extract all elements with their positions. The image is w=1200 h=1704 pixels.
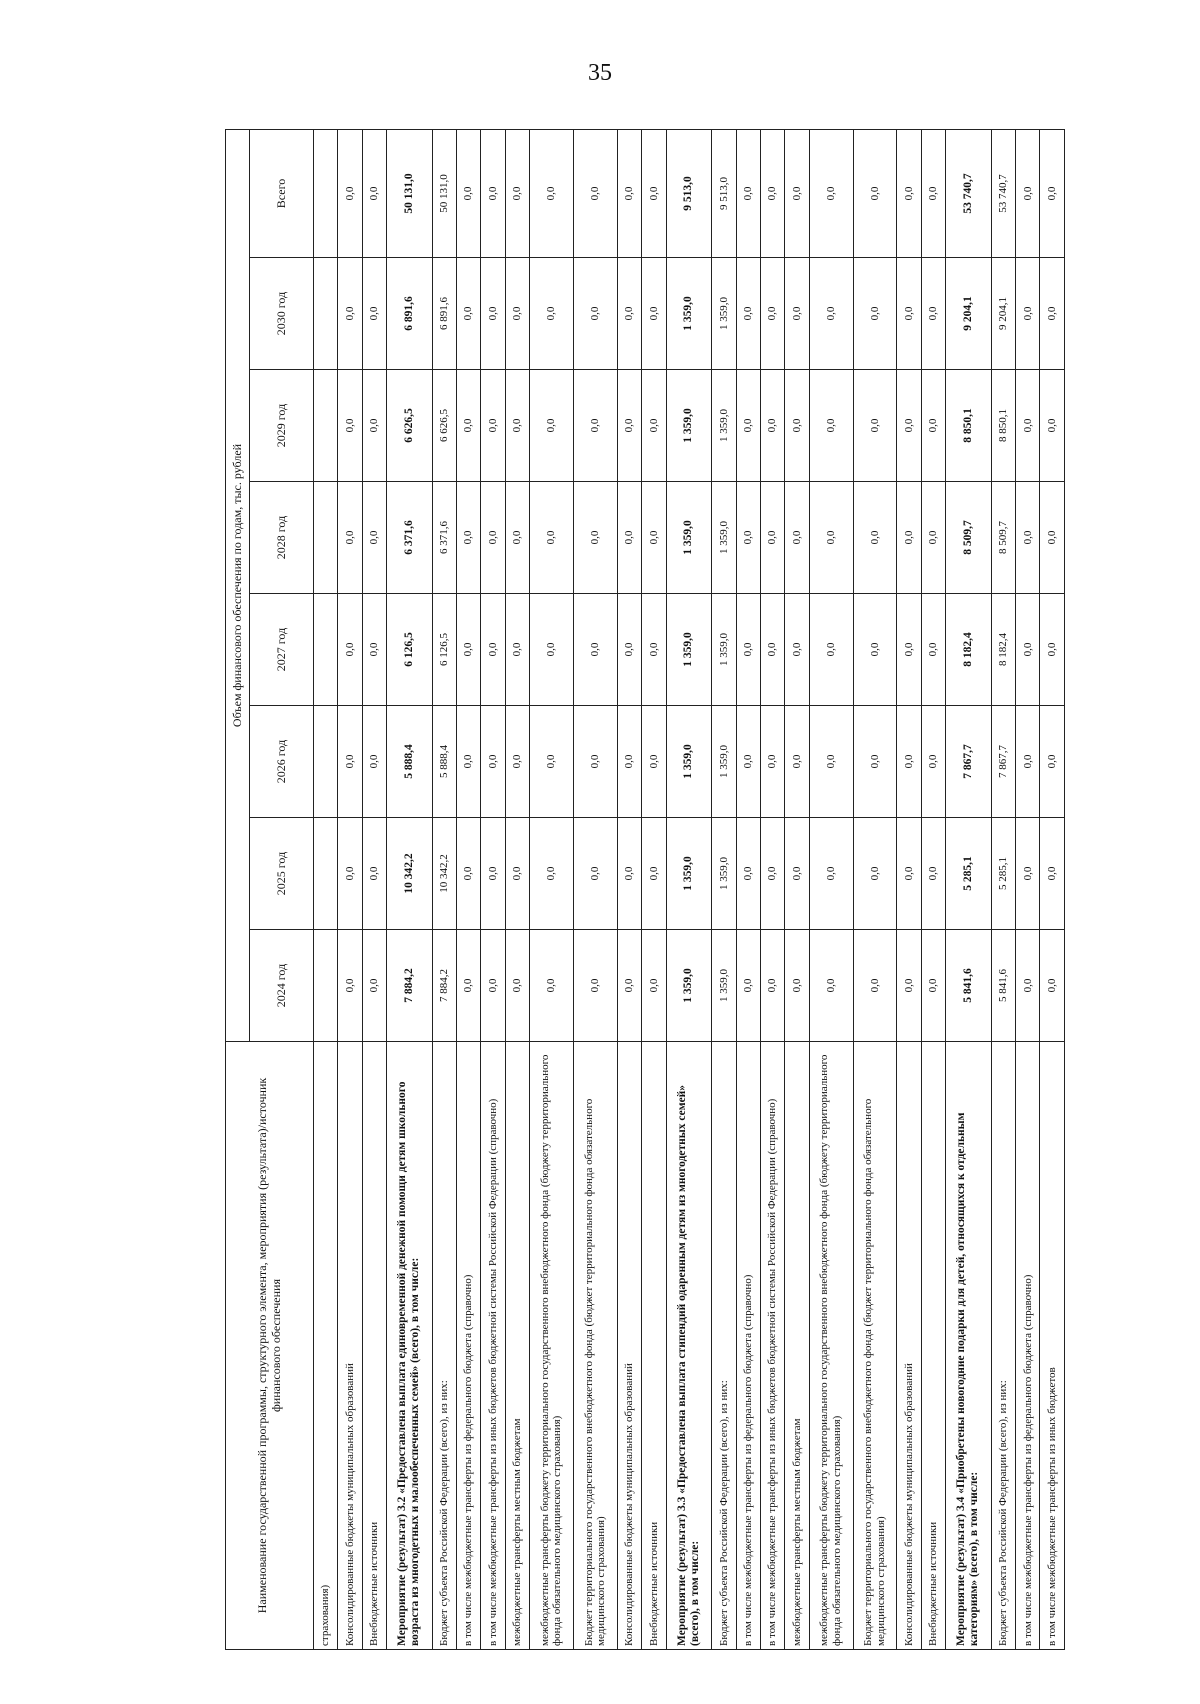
row-value: 0,0	[573, 594, 617, 706]
row-value: 0,0	[760, 594, 784, 706]
row-value: 0,0	[921, 258, 945, 370]
row-value: 0,0	[1040, 818, 1065, 930]
row-value: 0,0	[573, 370, 617, 482]
row-value: 0,0	[457, 930, 481, 1042]
row-value: 0,0	[736, 129, 760, 257]
row-value: 0,0	[1016, 930, 1040, 1042]
table-row	[386, 129, 432, 1649]
row-value: 8 182,4	[991, 594, 1015, 706]
row-value: 7 884,2	[386, 930, 432, 1042]
row-value: 53 740,7	[946, 129, 992, 257]
table-row	[760, 129, 784, 1649]
row-value: 0,0	[457, 818, 481, 930]
table-row	[338, 129, 362, 1649]
row-value: 0,0	[736, 706, 760, 818]
row-label: в том числе межбюджетные трансферты из федерального бюджета (справочно)	[457, 1042, 481, 1650]
row-label: Бюджет территориального государственного внебюджетного фонда (бюджет территориального фонда обязательного медицинского страхования)	[853, 1042, 897, 1650]
row-value: 0,0	[809, 370, 853, 482]
row-value: 0,0	[529, 129, 573, 257]
header-year-1: 2025 год	[250, 818, 314, 930]
row-value: 0,0	[362, 930, 386, 1042]
row-value: 0,0	[457, 482, 481, 594]
row-value: 10 342,2	[386, 818, 432, 930]
row-value: 0,0	[338, 818, 362, 930]
row-value: 0,0	[897, 258, 921, 370]
header-funding-group: Объем финансового обеспечения по годам, тыс. рублей	[226, 129, 250, 1041]
row-value: 0,0	[921, 129, 945, 257]
row-value: 10 342,2	[432, 818, 456, 930]
row-value: 0,0	[457, 706, 481, 818]
table-row	[529, 129, 573, 1649]
row-value: 0,0	[481, 594, 505, 706]
row-value: 0,0	[529, 258, 573, 370]
row-value: 0,0	[481, 818, 505, 930]
row-value: 0,0	[809, 706, 853, 818]
row-value: 0,0	[338, 482, 362, 594]
table-row	[921, 129, 945, 1649]
row-value: 0,0	[1016, 370, 1040, 482]
row-label: страхования)	[314, 1042, 338, 1650]
table-row	[1016, 129, 1040, 1649]
row-value: 0,0	[642, 258, 666, 370]
row-value: 0,0	[853, 258, 897, 370]
row-label: в том числе межбюджетные трансферты из иных бюджетов бюджетной системы Российской Федерации (справочно)	[760, 1042, 784, 1650]
row-value: 0,0	[760, 129, 784, 257]
row-value: 0,0	[853, 482, 897, 594]
row-value: 0,0	[1040, 594, 1065, 706]
row-value: 1 359,0	[666, 370, 712, 482]
row-label: Консолидированные бюджеты муниципальных образований	[338, 1042, 362, 1650]
header-year-5: 2029 год	[250, 370, 314, 482]
row-label: в том числе межбюджетные трансферты из иных бюджетов бюджетной системы Российской Федерации (справочно)	[481, 1042, 505, 1650]
page-number: 35	[588, 60, 612, 86]
row-value: 0,0	[921, 594, 945, 706]
row-value: 8 509,7	[991, 482, 1015, 594]
row-value: 0,0	[897, 482, 921, 594]
row-value: 1 359,0	[666, 930, 712, 1042]
row-value: 6 371,6	[432, 482, 456, 594]
row-value: 1 359,0	[666, 706, 712, 818]
table-row	[457, 129, 481, 1649]
row-value: 0,0	[362, 370, 386, 482]
row-value: 0,0	[785, 930, 809, 1042]
row-value: 0,0	[1040, 706, 1065, 818]
table-row	[712, 129, 736, 1649]
row-value: 0,0	[736, 930, 760, 1042]
row-value: 0,0	[1016, 818, 1040, 930]
row-value: 6 126,5	[432, 594, 456, 706]
row-label: в том числе межбюджетные трансферты из федерального бюджета (справочно)	[736, 1042, 760, 1650]
row-value: 0,0	[457, 370, 481, 482]
row-value	[314, 818, 338, 930]
row-value: 0,0	[1040, 258, 1065, 370]
row-label: в том числе межбюджетные трансферты из иных бюджетов	[1040, 1042, 1065, 1650]
row-value: 0,0	[1016, 706, 1040, 818]
row-value: 0,0	[481, 930, 505, 1042]
row-value: 6 891,6	[386, 258, 432, 370]
row-value: 5 841,6	[991, 930, 1015, 1042]
row-value: 0,0	[1016, 482, 1040, 594]
row-value: 0,0	[529, 370, 573, 482]
table-row	[617, 129, 641, 1649]
row-value: 5 888,4	[386, 706, 432, 818]
table-row	[642, 129, 666, 1649]
row-label: Консолидированные бюджеты муниципальных образований	[897, 1042, 921, 1650]
header-year-4: 2028 год	[250, 482, 314, 594]
row-label: в том числе межбюджетные трансферты из федерального бюджета (справочно)	[1016, 1042, 1040, 1650]
row-value: 0,0	[760, 258, 784, 370]
row-value: 0,0	[853, 370, 897, 482]
row-value: 0,0	[785, 482, 809, 594]
row-value: 0,0	[529, 930, 573, 1042]
row-value: 0,0	[529, 594, 573, 706]
row-value: 0,0	[809, 930, 853, 1042]
row-label: межбюджетные трансферты бюджету территориального государственного внебюджетного фонда (бюджету территориального фонда обязательного медицинского страхования)	[809, 1042, 853, 1650]
row-value: 0,0	[760, 930, 784, 1042]
row-value: 1 359,0	[666, 818, 712, 930]
row-value: 0,0	[362, 482, 386, 594]
rotated-table-container	[225, 130, 1065, 1650]
row-value: 0,0	[853, 818, 897, 930]
funding-table	[225, 129, 1065, 1650]
row-value: 0,0	[785, 818, 809, 930]
row-value: 0,0	[760, 706, 784, 818]
row-value: 5 841,6	[946, 930, 992, 1042]
header-name-column: Наименование государственной программы, структурного элемента, мероприятия (результата)/источник финансового обеспечения	[226, 1042, 314, 1650]
row-value: 0,0	[736, 370, 760, 482]
row-value: 0,0	[505, 129, 529, 257]
row-value: 0,0	[760, 370, 784, 482]
row-value: 0,0	[642, 818, 666, 930]
row-value: 0,0	[809, 482, 853, 594]
row-value: 9 204,1	[991, 258, 1015, 370]
row-value: 0,0	[505, 258, 529, 370]
row-value: 0,0	[760, 818, 784, 930]
row-value: 0,0	[481, 129, 505, 257]
row-value: 0,0	[529, 482, 573, 594]
row-value: 0,0	[1016, 594, 1040, 706]
row-value: 0,0	[481, 706, 505, 818]
row-value: 1 359,0	[712, 818, 736, 930]
row-value: 0,0	[853, 930, 897, 1042]
row-value: 0,0	[809, 818, 853, 930]
row-value: 0,0	[617, 370, 641, 482]
row-value: 8 509,7	[946, 482, 992, 594]
row-value: 0,0	[921, 706, 945, 818]
row-value: 0,0	[897, 930, 921, 1042]
row-value	[314, 258, 338, 370]
table-row	[1040, 129, 1065, 1649]
row-value: 0,0	[809, 594, 853, 706]
row-value: 7 867,7	[991, 706, 1015, 818]
row-value: 0,0	[809, 258, 853, 370]
row-value: 0,0	[362, 258, 386, 370]
row-value: 0,0	[481, 482, 505, 594]
row-label: межбюджетные трансферты местным бюджетам	[785, 1042, 809, 1650]
row-label: межбюджетные трансферты местным бюджетам	[505, 1042, 529, 1650]
row-value: 0,0	[760, 482, 784, 594]
row-label: Внебюджетные источники	[921, 1042, 945, 1650]
row-value: 5 285,1	[946, 818, 992, 930]
row-value: 0,0	[338, 129, 362, 257]
row-value: 0,0	[897, 594, 921, 706]
table-row	[736, 129, 760, 1649]
row-value: 0,0	[921, 818, 945, 930]
row-value: 9 513,0	[712, 129, 736, 257]
row-value: 1 359,0	[712, 258, 736, 370]
row-value: 0,0	[617, 706, 641, 818]
row-value: 0,0	[529, 818, 573, 930]
row-value: 0,0	[617, 258, 641, 370]
row-value: 1 359,0	[712, 930, 736, 1042]
row-value: 0,0	[362, 706, 386, 818]
row-value: 8 850,1	[991, 370, 1015, 482]
row-value: 0,0	[785, 706, 809, 818]
row-value: 53 740,7	[991, 129, 1015, 257]
row-value: 0,0	[785, 370, 809, 482]
row-value: 0,0	[573, 482, 617, 594]
row-value: 0,0	[505, 482, 529, 594]
table-row	[897, 129, 921, 1649]
row-value: 0,0	[785, 594, 809, 706]
row-value: 0,0	[642, 706, 666, 818]
row-value: 0,0	[642, 594, 666, 706]
row-value: 0,0	[736, 594, 760, 706]
row-value: 0,0	[573, 930, 617, 1042]
row-value: 0,0	[338, 370, 362, 482]
row-value: 1 359,0	[666, 258, 712, 370]
row-value: 0,0	[921, 930, 945, 1042]
row-value: 0,0	[1016, 258, 1040, 370]
row-value: 0,0	[1040, 482, 1065, 594]
row-value	[314, 129, 338, 257]
row-value: 6 626,5	[386, 370, 432, 482]
row-label: Консолидированные бюджеты муниципальных образований	[617, 1042, 641, 1650]
row-value: 1 359,0	[666, 482, 712, 594]
header-year-0: 2024 год	[250, 930, 314, 1042]
row-value: 0,0	[457, 129, 481, 257]
row-value: 50 131,0	[386, 129, 432, 257]
row-value: 0,0	[362, 594, 386, 706]
row-value	[314, 930, 338, 1042]
row-value: 6 891,6	[432, 258, 456, 370]
row-value	[314, 370, 338, 482]
row-value: 0,0	[736, 482, 760, 594]
row-value: 0,0	[897, 706, 921, 818]
row-value: 6 371,6	[386, 482, 432, 594]
header-year-3: 2027 год	[250, 594, 314, 706]
table-row	[809, 129, 853, 1649]
row-value: 7 867,7	[946, 706, 992, 818]
row-value: 9 204,1	[946, 258, 992, 370]
row-label: Мероприятие (результат) 3.3 «Предоставлена выплата стипендий одаренным детям из многодетных семей» (всего), в том числе:	[666, 1042, 712, 1650]
row-value: 0,0	[785, 258, 809, 370]
row-value: 0,0	[362, 818, 386, 930]
row-value: 0,0	[736, 258, 760, 370]
row-value	[314, 594, 338, 706]
row-label: Бюджет территориального государственного внебюджетного фонда (бюджет территориального фонда обязательного медицинского страхования)	[573, 1042, 617, 1650]
row-value: 8 850,1	[946, 370, 992, 482]
header-year-7: Всего	[250, 129, 314, 257]
row-value: 0,0	[573, 129, 617, 257]
table-row	[505, 129, 529, 1649]
row-value: 8 182,4	[946, 594, 992, 706]
row-value: 0,0	[457, 258, 481, 370]
row-value	[314, 706, 338, 818]
row-value: 0,0	[505, 930, 529, 1042]
row-value: 0,0	[338, 594, 362, 706]
row-value: 0,0	[853, 594, 897, 706]
row-value: 0,0	[338, 930, 362, 1042]
row-value: 0,0	[921, 370, 945, 482]
row-value: 0,0	[505, 818, 529, 930]
row-value: 0,0	[785, 129, 809, 257]
row-value: 0,0	[457, 594, 481, 706]
row-value: 0,0	[897, 370, 921, 482]
row-value: 50 131,0	[432, 129, 456, 257]
row-value: 1 359,0	[666, 594, 712, 706]
row-value: 1 359,0	[712, 482, 736, 594]
row-value: 6 126,5	[386, 594, 432, 706]
row-value: 0,0	[529, 706, 573, 818]
row-value: 0,0	[573, 258, 617, 370]
table-row	[785, 129, 809, 1649]
row-value	[314, 482, 338, 594]
row-value: 0,0	[642, 129, 666, 257]
row-label: Бюджет субъекта Российской Федерации (всего), из них:	[432, 1042, 456, 1650]
row-label: Бюджет субъекта Российской Федерации (всего), из них:	[712, 1042, 736, 1650]
row-value: 0,0	[481, 258, 505, 370]
row-value: 0,0	[617, 129, 641, 257]
row-value: 0,0	[338, 706, 362, 818]
row-value: 0,0	[853, 706, 897, 818]
row-value: 0,0	[505, 594, 529, 706]
table-row	[314, 129, 338, 1649]
row-value: 1 359,0	[712, 594, 736, 706]
header-year-2: 2026 год	[250, 706, 314, 818]
row-value: 0,0	[617, 930, 641, 1042]
table-row	[573, 129, 617, 1649]
row-value: 0,0	[1016, 129, 1040, 257]
row-value: 0,0	[573, 706, 617, 818]
row-label: межбюджетные трансферты бюджету территориального государственного внебюджетного фонда (бюджету территориального фонда обязательного медицинского страхования)	[529, 1042, 573, 1650]
row-value: 0,0	[617, 482, 641, 594]
row-value: 0,0	[853, 129, 897, 257]
row-value: 0,0	[921, 482, 945, 594]
row-value: 0,0	[642, 930, 666, 1042]
row-value: 0,0	[573, 818, 617, 930]
row-value: 0,0	[1040, 129, 1065, 257]
table-row	[481, 129, 505, 1649]
row-value: 0,0	[362, 129, 386, 257]
row-value: 0,0	[481, 370, 505, 482]
row-value: 0,0	[809, 129, 853, 257]
table-row	[362, 129, 386, 1649]
row-label: Внебюджетные источники	[642, 1042, 666, 1650]
table-row	[666, 129, 712, 1649]
row-value: 0,0	[642, 370, 666, 482]
row-value: 5 285,1	[991, 818, 1015, 930]
row-value: 6 626,5	[432, 370, 456, 482]
row-value: 0,0	[505, 370, 529, 482]
row-value: 5 888,4	[432, 706, 456, 818]
row-value: 0,0	[1040, 370, 1065, 482]
row-label: Внебюджетные источники	[362, 1042, 386, 1650]
row-value: 1 359,0	[712, 370, 736, 482]
row-value: 0,0	[642, 482, 666, 594]
row-value: 0,0	[338, 258, 362, 370]
table-row	[853, 129, 897, 1649]
table-row	[432, 129, 456, 1649]
row-value: 1 359,0	[712, 706, 736, 818]
row-value: 0,0	[736, 818, 760, 930]
row-label: Бюджет субъекта Российской Федерации (всего), из них:	[991, 1042, 1015, 1650]
row-value: 0,0	[505, 706, 529, 818]
table-row	[991, 129, 1015, 1649]
row-value: 0,0	[617, 818, 641, 930]
row-value: 7 884,2	[432, 930, 456, 1042]
row-value: 0,0	[617, 594, 641, 706]
row-label: Мероприятие (результат) 3.2 «Предоставлена выплата единовременной денежной помощи детям школьного возраста из многодетных и малообеспеченных семей» (всего), в том числе:	[386, 1042, 432, 1650]
row-value: 0,0	[1040, 930, 1065, 1042]
row-value: 0,0	[897, 129, 921, 257]
row-value: 9 513,0	[666, 129, 712, 257]
row-label: Мероприятие (результат) 3.4 «Приобретены новогодние подарки для детей, относящихся к отдельным категориям» (всего), в том числе:	[946, 1042, 992, 1650]
table-row	[946, 129, 992, 1649]
row-value: 0,0	[897, 818, 921, 930]
header-year-6: 2030 год	[250, 258, 314, 370]
